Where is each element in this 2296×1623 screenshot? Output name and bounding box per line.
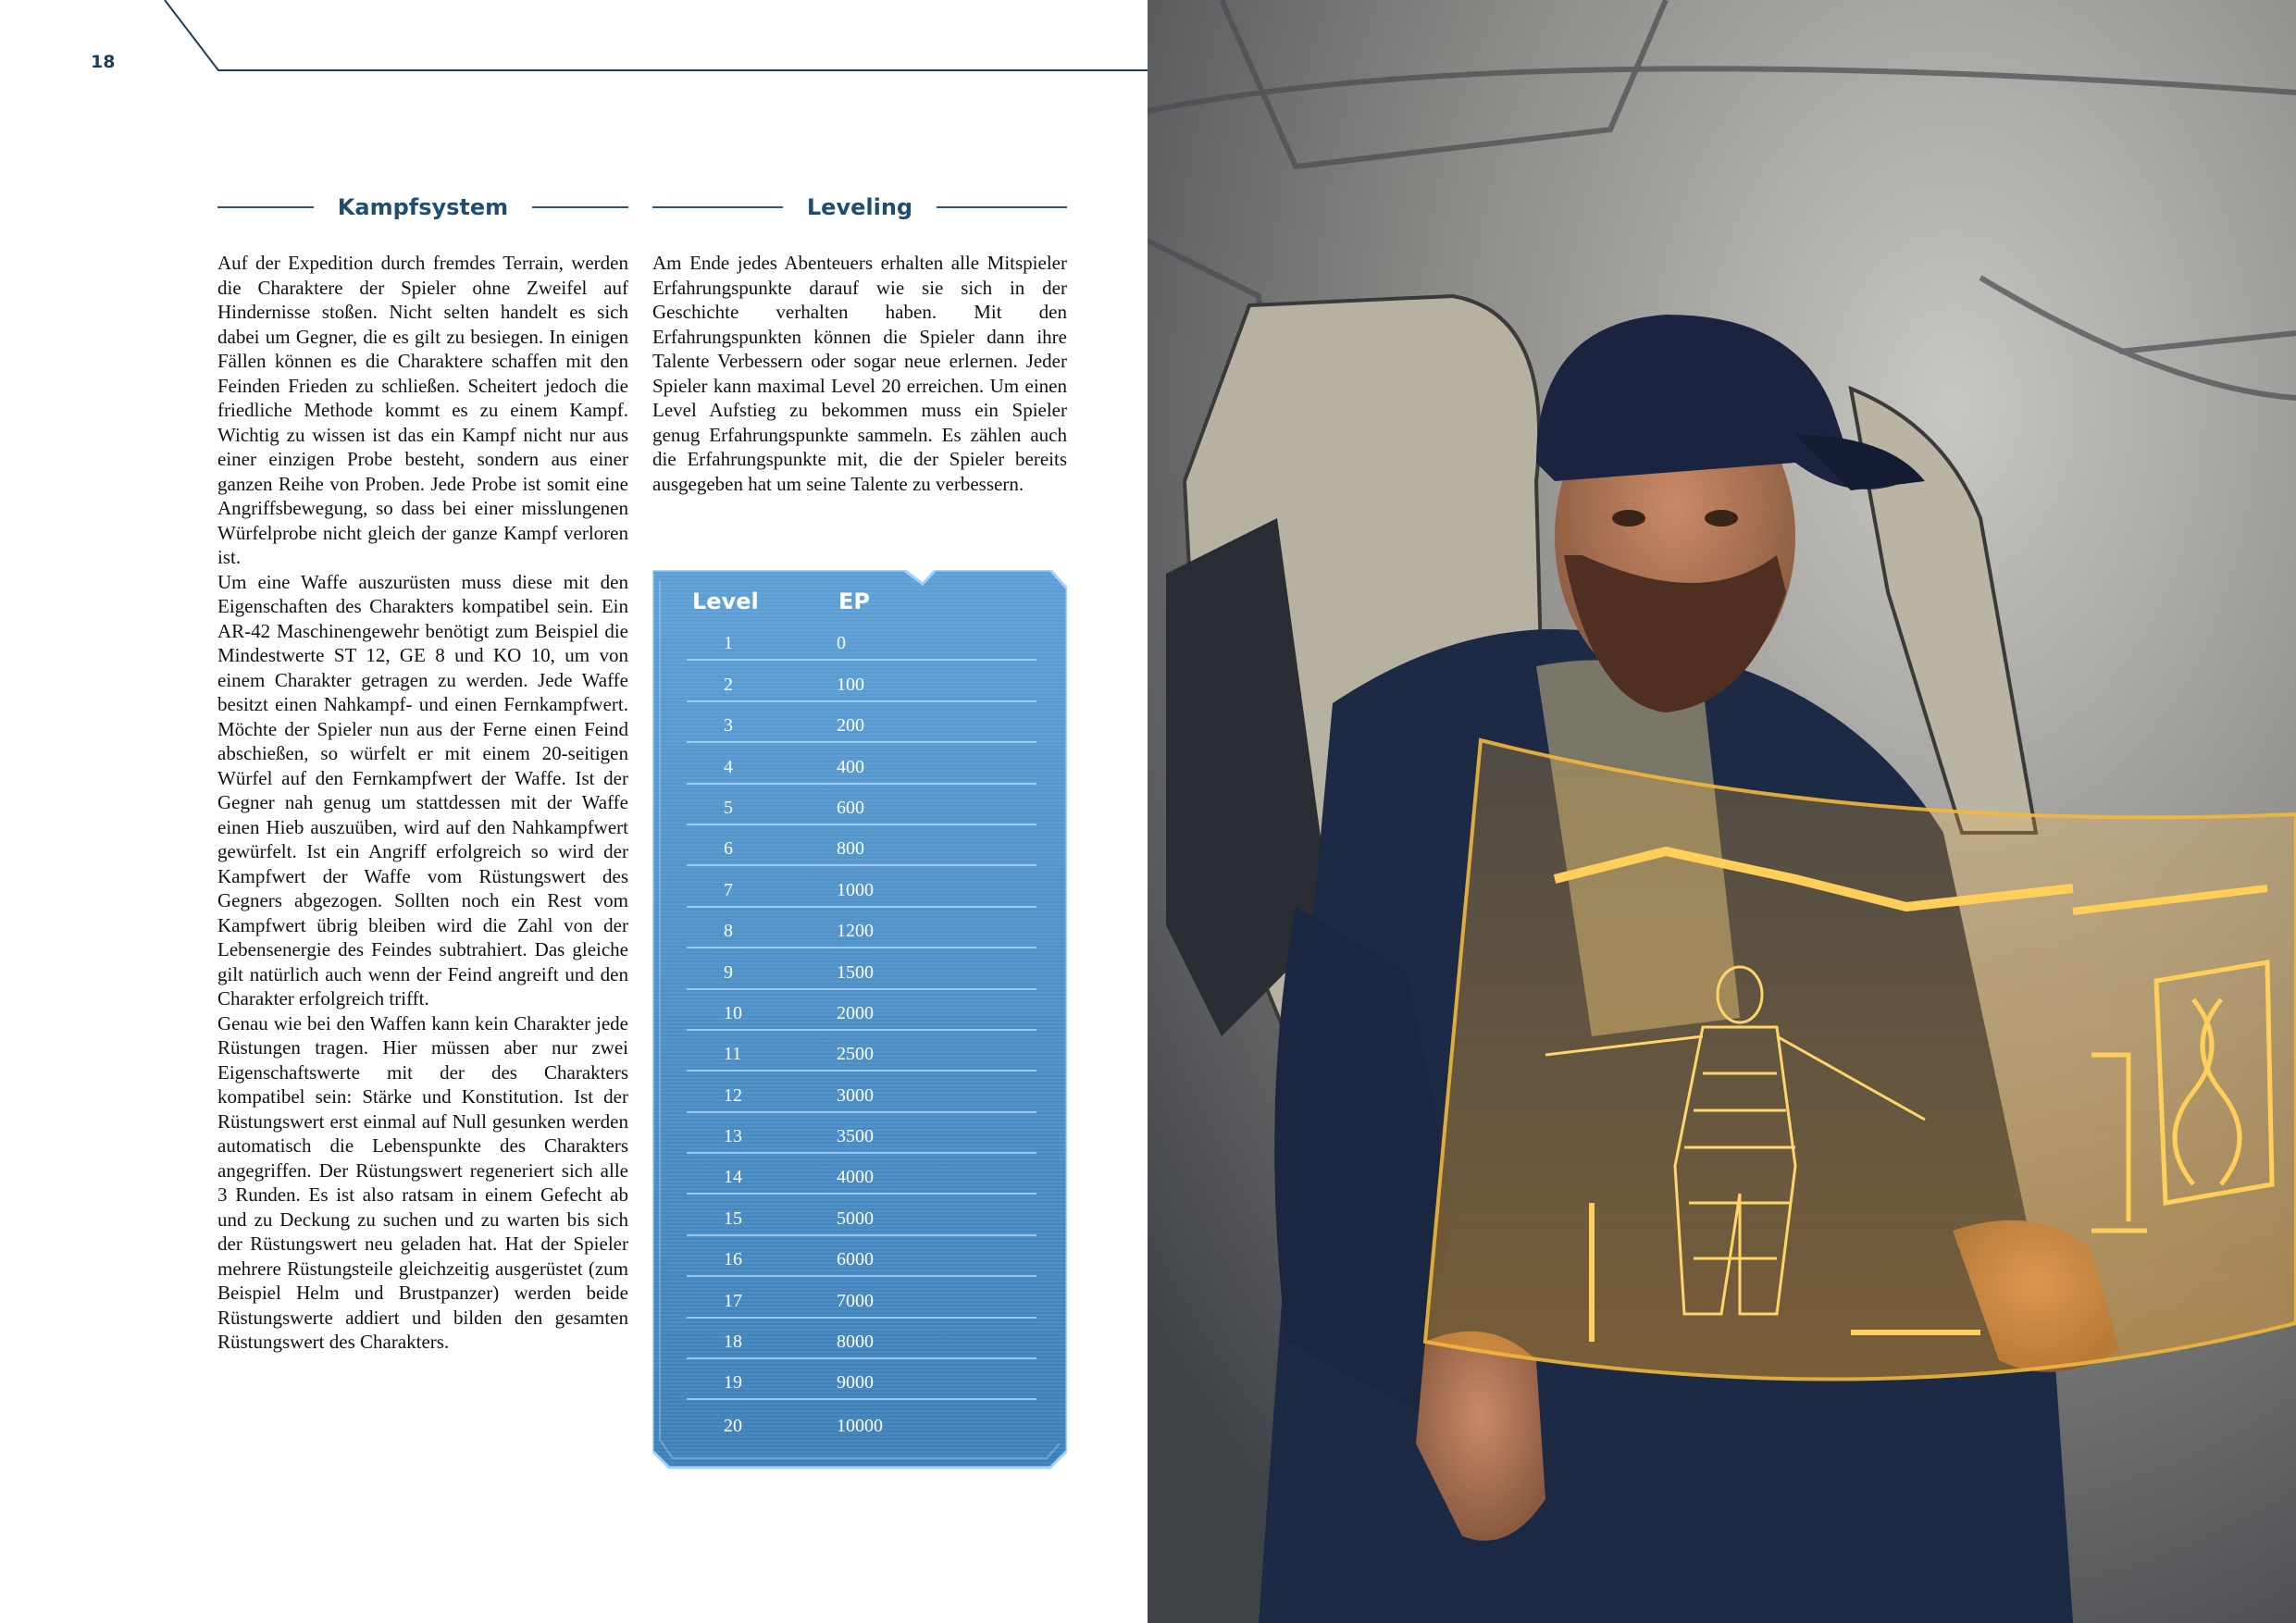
level-cell: 7: [724, 879, 733, 900]
table-row: [687, 702, 1036, 743]
ep-cell: 10000: [837, 1415, 883, 1436]
ep-cell: 3000: [837, 1084, 874, 1106]
table-row: [687, 908, 1036, 948]
table-row: [687, 620, 1036, 661]
table-row: [687, 1031, 1036, 1072]
table-row: [687, 1400, 1036, 1441]
level-cell: 1: [724, 633, 733, 654]
table-row: [687, 1195, 1036, 1235]
ep-cell: 1000: [837, 879, 874, 900]
kampfsystem-heading: [217, 189, 628, 226]
level-cell: 20: [724, 1415, 742, 1436]
level-cell: 12: [724, 1084, 742, 1106]
table-row: [687, 1236, 1036, 1277]
kampfsystem-paragraph-1: Auf der Expedition durch fremdes Terrain, werden die Charaktere der Spieler ohne Zweifel auf Hindernisse stoßen. Nicht selten handelt es sich dabei um Gegner, die es gilt zu besiegen. In einigen Fällen können es die Charaktere schaffen mit den Feinden Frieden zu schließen. Scheitert jedoch die friedliche Methode kommt es zu einem Kampf. Wichtig zu wissen ist das ein Kampf nicht nur aus einer einzigen Probe besteht, sondern aus einer ganzen Reihe von Proben. Jede Probe ist somit eine Angriffsbewegung, so dass bei einer misslungenen Würfelprobe nicht gleich der ganze Kampf verloren ist.: [217, 252, 628, 568]
level-cell: 19: [724, 1372, 742, 1394]
table-row: [687, 785, 1036, 825]
ep-cell: 100: [837, 674, 864, 695]
ep-cell: 6000: [837, 1249, 874, 1270]
ep-cell: 400: [837, 756, 864, 777]
level-cell: 11: [724, 1044, 742, 1065]
table-row: [687, 1154, 1036, 1195]
table-row: [687, 1072, 1036, 1112]
ep-cell: 2000: [837, 1002, 874, 1023]
level-cell: 17: [724, 1290, 742, 1311]
ep-cell: 4000: [837, 1167, 874, 1188]
level-cell: 8: [724, 921, 733, 942]
level-cell: 4: [724, 756, 733, 777]
ep-cell: 1200: [837, 921, 874, 942]
level-cell: 10: [724, 1002, 742, 1023]
table-row: [687, 1113, 1036, 1154]
level-cell: 3: [724, 715, 733, 737]
kampfsystem-paragraph-3: Genau wie bei den Waffen kann kein Charakter jede Rüstungen tragen. Hier müssen aber nur zwei Eigenschaftswerte mit der des Charakters kompatibel sein: Stärke und Konstitution. Ist der Rüstungswert erst einmal auf Null gesunken werden automatisch die Lebenspunkte des Charakters angegriffen. Der Rüstungswert regeneriert sich alle 3 Runden. Es ist also ratsam in einem Gefecht ab und zu Deckung zu suchen und zu warten bis sich der Rüstungswert neu geladen hat. Hat der Spieler mehrere Rüstungsteile gleichzeitig ausgerüstet (zum Beispiel Helm und Brustpanzer) werden beide Rüstungswerte addiert und bilden den gesamten Rüstungswert des Charakters.: [217, 1011, 628, 1353]
table-row: [687, 1359, 1036, 1400]
column-header-level: Level: [692, 588, 759, 614]
hologram-display: [1425, 740, 2296, 1380]
ep-cell: 1500: [837, 961, 874, 983]
header-rule: [0, 0, 1148, 83]
table-row: [687, 990, 1036, 1031]
level-cell: 16: [724, 1249, 742, 1270]
ep-cell: 800: [837, 838, 864, 860]
level-cell: 15: [724, 1208, 742, 1229]
table-row: [687, 866, 1036, 907]
pilot-illustration: [1148, 0, 2296, 1623]
level-cell: 5: [724, 797, 733, 818]
table-row: [687, 1277, 1036, 1318]
level-table-rows: [687, 620, 1036, 1442]
level-cell: 6: [724, 838, 733, 860]
column-header-ep: EP: [838, 588, 870, 614]
kampfsystem-title: Kampfsystem: [337, 194, 509, 220]
leveling-title: Leveling: [806, 194, 913, 220]
ep-cell: 9000: [837, 1372, 874, 1394]
ep-cell: 2500: [837, 1044, 874, 1065]
ep-cell: 7000: [837, 1290, 874, 1311]
leveling-body: [652, 251, 1067, 496]
table-row: [687, 661, 1036, 701]
table-row: [687, 743, 1036, 784]
kampfsystem-paragraph-2: Um eine Waffe auszurüsten muss diese mit den Eigenschaften des Charakters kompatibel sein. Ein AR-42 Maschinengewehr benötigt zum Beispiel die Mindestwerte ST 12, GE 8 und KO 10, um von einem Charakter getragen zu werden. Jede Waffe besitzt einen Nahkampf- und einen Fernkampfwert. Möchte der Spieler nun aus der Ferne einen Feind abschießen, so würfelt er mit einem 20-seitigen Würfel auf den Fernkampfwert der Waffe. Ist der Gegner nah genug um stattdessen mit der Waffe einen Hieb auszuüben, wird auf den Nahkampfwert gewürfelt. Ist ein Angriff erfolgreich so wird der Kampfwert der Waffe vom Rüstungswert des Gegners abgezogen. Sollten noch ein Rest vom Kampfwert übrig bleiben wird die Zahl von der Lebensenergie des Feindes subtrahiert. Das gleiche gilt natürlich auch wenn der Feind angreift und den Charakter erfolgreich trifft.: [217, 570, 628, 1010]
level-cell: 9: [724, 961, 733, 983]
level-cell: 13: [724, 1126, 742, 1147]
kampfsystem-body: [217, 251, 628, 1355]
leveling-heading: [652, 189, 1067, 226]
level-table: [652, 570, 1067, 1469]
ep-cell: 5000: [837, 1208, 874, 1229]
page-number: 18: [91, 52, 116, 72]
ep-cell: 8000: [837, 1332, 874, 1353]
ep-cell: 600: [837, 797, 864, 818]
ep-cell: 200: [837, 715, 864, 737]
ep-cell: 0: [837, 633, 846, 654]
ep-cell: 3500: [837, 1126, 874, 1147]
table-row: [687, 825, 1036, 866]
level-cell: 18: [724, 1332, 742, 1353]
level-cell: 14: [724, 1167, 742, 1188]
level-cell: 2: [724, 674, 733, 695]
leveling-paragraph: Am Ende jedes Abenteuers erhalten alle Mitspieler Erfahrungspunkte darauf wie sie sich in der Geschichte verhalten haben. Mit den Erfahrungspunkten können die Spieler dann ihre Talente Verbessern oder sogar neue erlernen. Jeder Spieler kann maximal Level 20 erreichen. Um einen Level Aufstieg zu bekommen muss ein Spieler genug Erfahrungspunkte sammeln. Es zählen auch die Erfahrungspunkte mit, die der Spieler bereits ausgegeben hat um seine Talente zu verbessern.: [652, 252, 1067, 495]
table-row: [687, 1319, 1036, 1359]
table-row: [687, 948, 1036, 989]
